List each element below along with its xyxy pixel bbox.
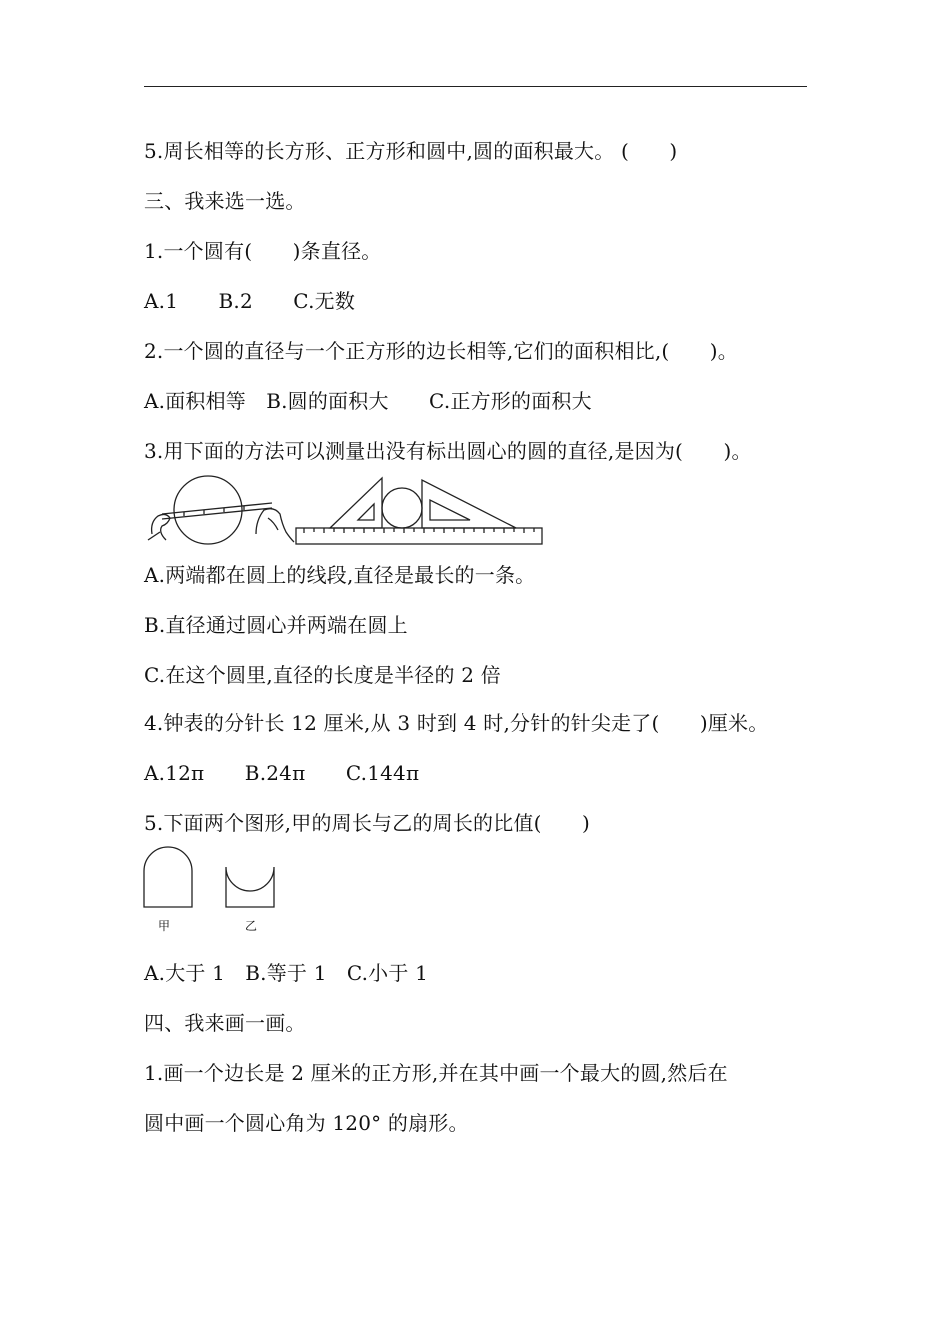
choice-q5-options: A.大于 1 B.等于 1 C.小于 1 [144, 961, 429, 985]
draw-q1-line2: 圆中画一个圆心角为 120° 的扇形。 [144, 1111, 469, 1135]
choice-q2-options: A.面积相等 B.圆的面积大 C.正方形的面积大 [144, 389, 592, 413]
shape-yi-label: 乙 [245, 919, 258, 933]
jia-yi-shapes-figure [142, 845, 282, 909]
section-3-heading: 三、我来选一选。 [144, 189, 306, 213]
choice-q1: 1.一个圆有( )条直径。 [144, 239, 382, 263]
judge-q5: 5.周长相等的长方形、正方形和圆中,圆的面积最大。 ( ) [144, 139, 678, 163]
choice-q3: 3.用下面的方法可以测量出没有标出圆心的圆的直径,是因为( )。 [144, 439, 752, 463]
circle-with-ruler-illustration [148, 476, 294, 544]
header-rule [144, 86, 807, 87]
shape-yi [226, 867, 274, 907]
choice-q3-option-c: C.在这个圆里,直径的长度是半径的 2 倍 [144, 663, 501, 687]
section-4-heading: 四、我来画一画。 [144, 1011, 306, 1035]
shape-jia-label: 甲 [158, 919, 171, 933]
choice-q3-option-b: B.直径通过圆心并两端在圆上 [144, 613, 408, 637]
choice-q3-option-a: A.两端都在圆上的线段,直径是最长的一条。 [144, 563, 536, 587]
diameter-measure-figure [144, 474, 554, 548]
choice-q2: 2.一个圆的直径与一个正方形的边长相等,它们的面积相比,( )。 [144, 339, 739, 363]
choice-q4-options: A.12π B.24π C.144π [144, 761, 420, 785]
set-squares-ruler-illustration [296, 478, 542, 544]
choice-q1-options: A.1 B.2 C.无数 [144, 289, 356, 313]
choice-q5: 5.下面两个图形,甲的周长与乙的周长的比值( ) [144, 811, 591, 835]
draw-q1-line1: 1.画一个边长是 2 厘米的正方形,并在其中画一个最大的圆,然后在 [144, 1061, 728, 1085]
choice-q4: 4.钟表的分针长 12 厘米,从 3 时到 4 时,分针的针尖走了( )厘米。 [144, 711, 769, 735]
shape-jia [144, 847, 192, 907]
